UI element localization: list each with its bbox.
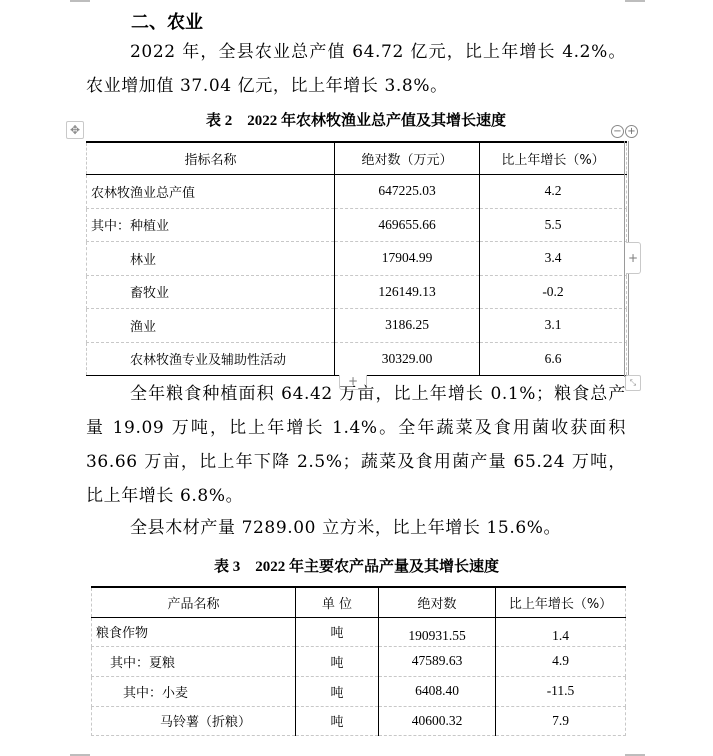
cell-growth: 7.9 xyxy=(496,706,626,735)
table-row xyxy=(92,617,626,646)
cell-unit: 吨 xyxy=(296,676,379,706)
cell-growth: 4.2 xyxy=(480,174,627,208)
cell-name: 粮食作物 xyxy=(92,617,296,646)
cell-name: 其中：夏粮 xyxy=(92,646,296,676)
table-row xyxy=(92,646,626,676)
table-row xyxy=(92,676,626,706)
header-absolute-value: 绝对数 xyxy=(379,587,496,617)
table-move-icon[interactable]: ✥ xyxy=(66,121,84,139)
cell-growth: 6.6 xyxy=(480,342,627,375)
margin-corner-mark xyxy=(625,0,645,2)
paragraph-timber: 全县木材产量 7289.00 立方米，比上年增长 15.6%。 xyxy=(130,518,562,538)
table-row xyxy=(87,342,627,375)
cell-value: 6408.40 xyxy=(379,676,496,706)
margin-corner-mark xyxy=(70,0,90,2)
header-growth-rate: 比上年增长（%） xyxy=(480,142,627,174)
cell-value: 3186.25 xyxy=(335,308,480,342)
add-column-icon[interactable]: + xyxy=(626,242,641,274)
cell-value: 30329.00 xyxy=(335,342,480,375)
table-header-row xyxy=(87,142,627,174)
section-heading: 二、农业 xyxy=(131,12,203,33)
table2 xyxy=(86,141,627,376)
cell-name: 林业 xyxy=(87,241,335,275)
cell-growth: -11.5 xyxy=(496,676,626,706)
cell-value: 190931.55 xyxy=(379,617,496,646)
cell-value: 47589.63 xyxy=(379,646,496,676)
table2-caption: 表 2 2022 年农林牧渔业总产值及其增长速度 xyxy=(206,113,507,129)
table3-caption: 表 3 2022 年主要农产品产量及其增长速度 xyxy=(214,559,500,575)
add-row-icon[interactable]: + xyxy=(339,375,367,390)
cell-value: 469655.66 xyxy=(335,208,480,241)
header-product-name: 产品名称 xyxy=(92,587,296,617)
table-row xyxy=(87,208,627,241)
table-row xyxy=(87,174,627,208)
header-absolute-value: 绝对数（万元） xyxy=(335,142,480,174)
cell-growth: 3.4 xyxy=(480,241,627,275)
cell-name: 渔业 xyxy=(87,308,335,342)
cell-value: 126149.13 xyxy=(335,275,480,308)
cell-value: 17904.99 xyxy=(335,241,480,275)
cell-growth: 3.1 xyxy=(480,308,627,342)
paragraph-agriculture-output: 2022 年，全县农业总产值 64.72 亿元，比上年增长 4.2%。农业增加值 37.04 亿元，比上年增长 3.8%。 xyxy=(86,42,626,96)
table-row xyxy=(87,308,627,342)
cell-name: 其中：种植业 xyxy=(87,208,335,241)
table-row xyxy=(87,275,627,308)
cell-growth: 4.9 xyxy=(496,646,626,676)
cell-name: 农林牧渔业总产值 xyxy=(87,174,335,208)
zoom-out-icon[interactable]: − xyxy=(611,125,624,138)
zoom-in-icon[interactable]: + xyxy=(625,125,638,138)
cell-unit: 吨 xyxy=(296,646,379,676)
header-indicator-name: 指标名称 xyxy=(87,142,335,174)
table-header-row xyxy=(92,587,626,617)
cell-growth: -0.2 xyxy=(480,275,627,308)
cell-unit: 吨 xyxy=(296,706,379,735)
table-row xyxy=(87,241,627,275)
cell-growth: 5.5 xyxy=(480,208,627,241)
header-growth-rate: 比上年增长（%） xyxy=(496,587,626,617)
paragraph-grain-vegetables: 全年粮食种植面积 64.42 万亩，比上年增长 0.1%；粮食总产量 19.09 万吨，比上年增长 1.4%。全年蔬菜及食用菌收获面积 36.66 万亩，比上年下降 2.5%；蔬菜及食用菌产量 65.24 万吨，比上年增长 6.8%。 xyxy=(86,384,626,506)
cell-name: 畜牧业 xyxy=(87,275,335,308)
header-unit: 单 位 xyxy=(296,587,379,617)
cell-name: 马铃薯（折粮） xyxy=(92,706,296,735)
cell-growth: 1.4 xyxy=(496,617,626,646)
cell-name: 农林牧渔专业及辅助性活动 xyxy=(87,342,335,375)
cell-value: 40600.32 xyxy=(379,706,496,735)
cell-name: 其中：小麦 xyxy=(92,676,296,706)
table-resize-icon[interactable]: ⤡ xyxy=(625,375,641,391)
table3 xyxy=(91,586,626,736)
cell-value: 647225.03 xyxy=(335,174,480,208)
cell-unit: 吨 xyxy=(296,617,379,646)
table-row xyxy=(92,706,626,735)
